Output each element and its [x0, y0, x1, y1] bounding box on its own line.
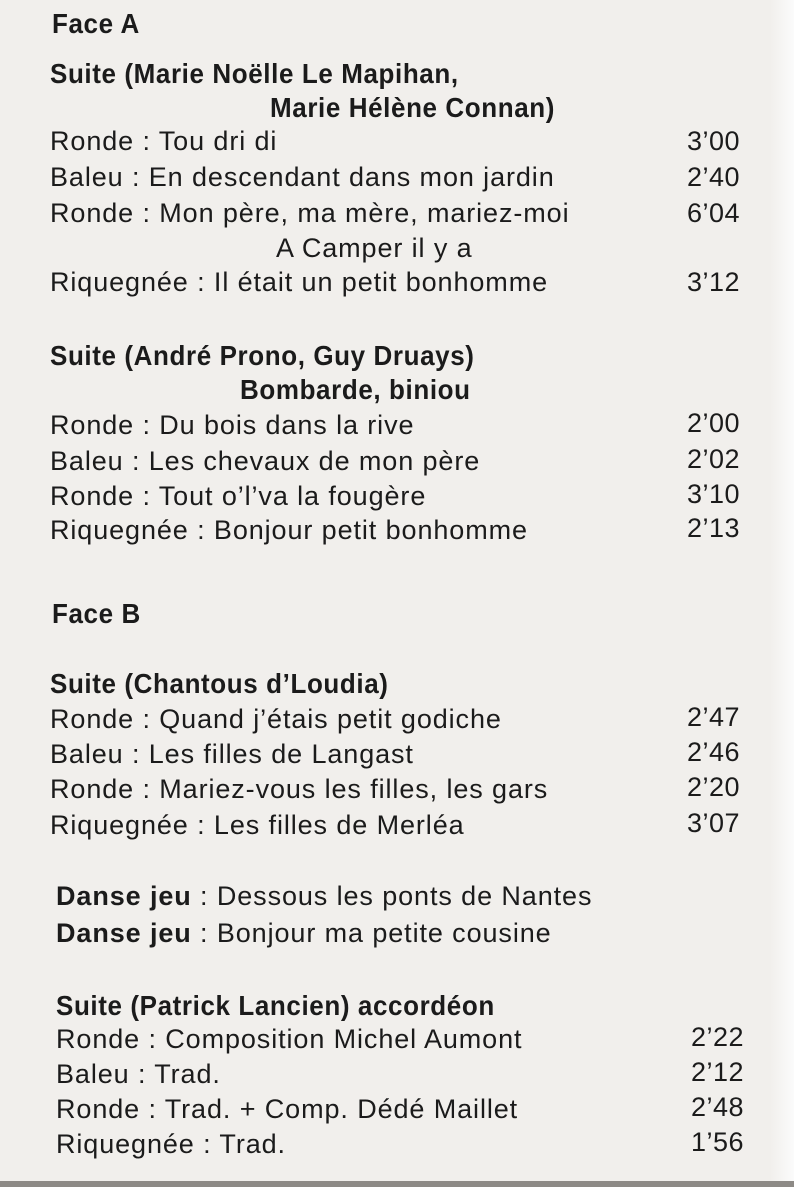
face-b-heading: Face B — [52, 598, 141, 630]
track-a2-3-time: 3’10 — [686, 479, 740, 509]
track-b2-2-text: Baleu : Trad. — [56, 1059, 221, 1089]
track-b1-4-time: 3’07 — [686, 808, 740, 838]
track-a2-3-text: Ronde : Tout o’l’va la fougère — [50, 481, 427, 511]
track-a2-4-text: Riquegnée : Bonjour petit bonhomme — [50, 515, 528, 545]
track-a1-3-continuation: A Camper il y a — [276, 233, 473, 263]
track-a1-2-time: 2’40 — [686, 162, 740, 192]
track-b2-3-time: 2’48 — [690, 1092, 744, 1122]
track-a1-1-text: Ronde : Tou dri di — [50, 126, 278, 156]
danse-jeu-1-label: Danse jeu — [56, 881, 192, 911]
suite-a1-title-line1: Suite (Marie Noëlle Le Mapihan, — [50, 58, 459, 90]
track-a1-3-time: 6’04 — [686, 198, 740, 228]
card-right-edge — [770, 0, 794, 1187]
card-bottom-edge — [0, 1181, 794, 1187]
suite-a2-title-line2: Bombarde, biniou — [240, 374, 471, 406]
track-b1-1-time: 2’47 — [686, 702, 740, 732]
track-a2-2-time: 2’02 — [686, 444, 740, 474]
track-a1-2-text: Baleu : En descendant dans mon jardin — [50, 162, 555, 192]
danse-jeu-2 — [56, 918, 552, 949]
track-b2-1-time: 2’22 — [690, 1022, 744, 1052]
track-b2-4-time: 1’56 — [690, 1127, 744, 1157]
face-a-heading: Face A — [52, 8, 140, 40]
danse-jeu-2-label: Danse jeu — [56, 918, 192, 948]
danse-jeu-2-title: : Bonjour ma petite cousine — [191, 918, 552, 948]
track-a1-3-text: Ronde : Mon père, ma mère, mariez-moi — [50, 198, 570, 228]
track-a2-1-time: 2’00 — [686, 408, 740, 438]
track-a2-4-time: 2’13 — [686, 513, 740, 543]
track-b1-2-time: 2’46 — [686, 737, 740, 767]
track-b1-2-text: Baleu : Les filles de Langast — [50, 739, 414, 769]
track-b2-2-time: 2’12 — [690, 1057, 744, 1087]
track-b1-3-text: Ronde : Mariez-vous les filles, les gars — [50, 774, 549, 804]
suite-a2-title-line1: Suite (André Prono, Guy Druays) — [50, 340, 475, 372]
danse-jeu-1 — [56, 881, 592, 912]
suite-a1-title-line2: Marie Hélène Connan) — [270, 92, 556, 124]
track-b2-4-text: Riquegnée : Trad. — [56, 1129, 286, 1159]
track-b2-3-text: Ronde : Trad. + Comp. Dédé Maillet — [56, 1094, 519, 1124]
track-b1-1-text: Ronde : Quand j’étais petit godiche — [50, 704, 502, 734]
track-a1-4-text: Riquegnée : Il était un petit bonhomme — [50, 267, 548, 297]
danse-jeu-1-title: : Dessous les ponts de Nantes — [191, 881, 593, 911]
track-a1-1-time: 3’00 — [686, 126, 740, 156]
suite-b2-title: Suite (Patrick Lancien) accordéon — [56, 990, 495, 1022]
track-b1-3-time: 2’20 — [686, 772, 740, 802]
track-b1-4-text: Riquegnée : Les filles de Merléa — [50, 810, 465, 840]
track-a2-2-text: Baleu : Les chevaux de mon père — [50, 446, 481, 476]
track-a2-1-text: Ronde : Du bois dans la rive — [50, 410, 415, 440]
suite-b1-title: Suite (Chantous d’Loudia) — [50, 668, 389, 700]
track-b2-1-text: Ronde : Composition Michel Aumont — [56, 1024, 523, 1054]
track-a1-4-time: 3’12 — [686, 267, 740, 297]
